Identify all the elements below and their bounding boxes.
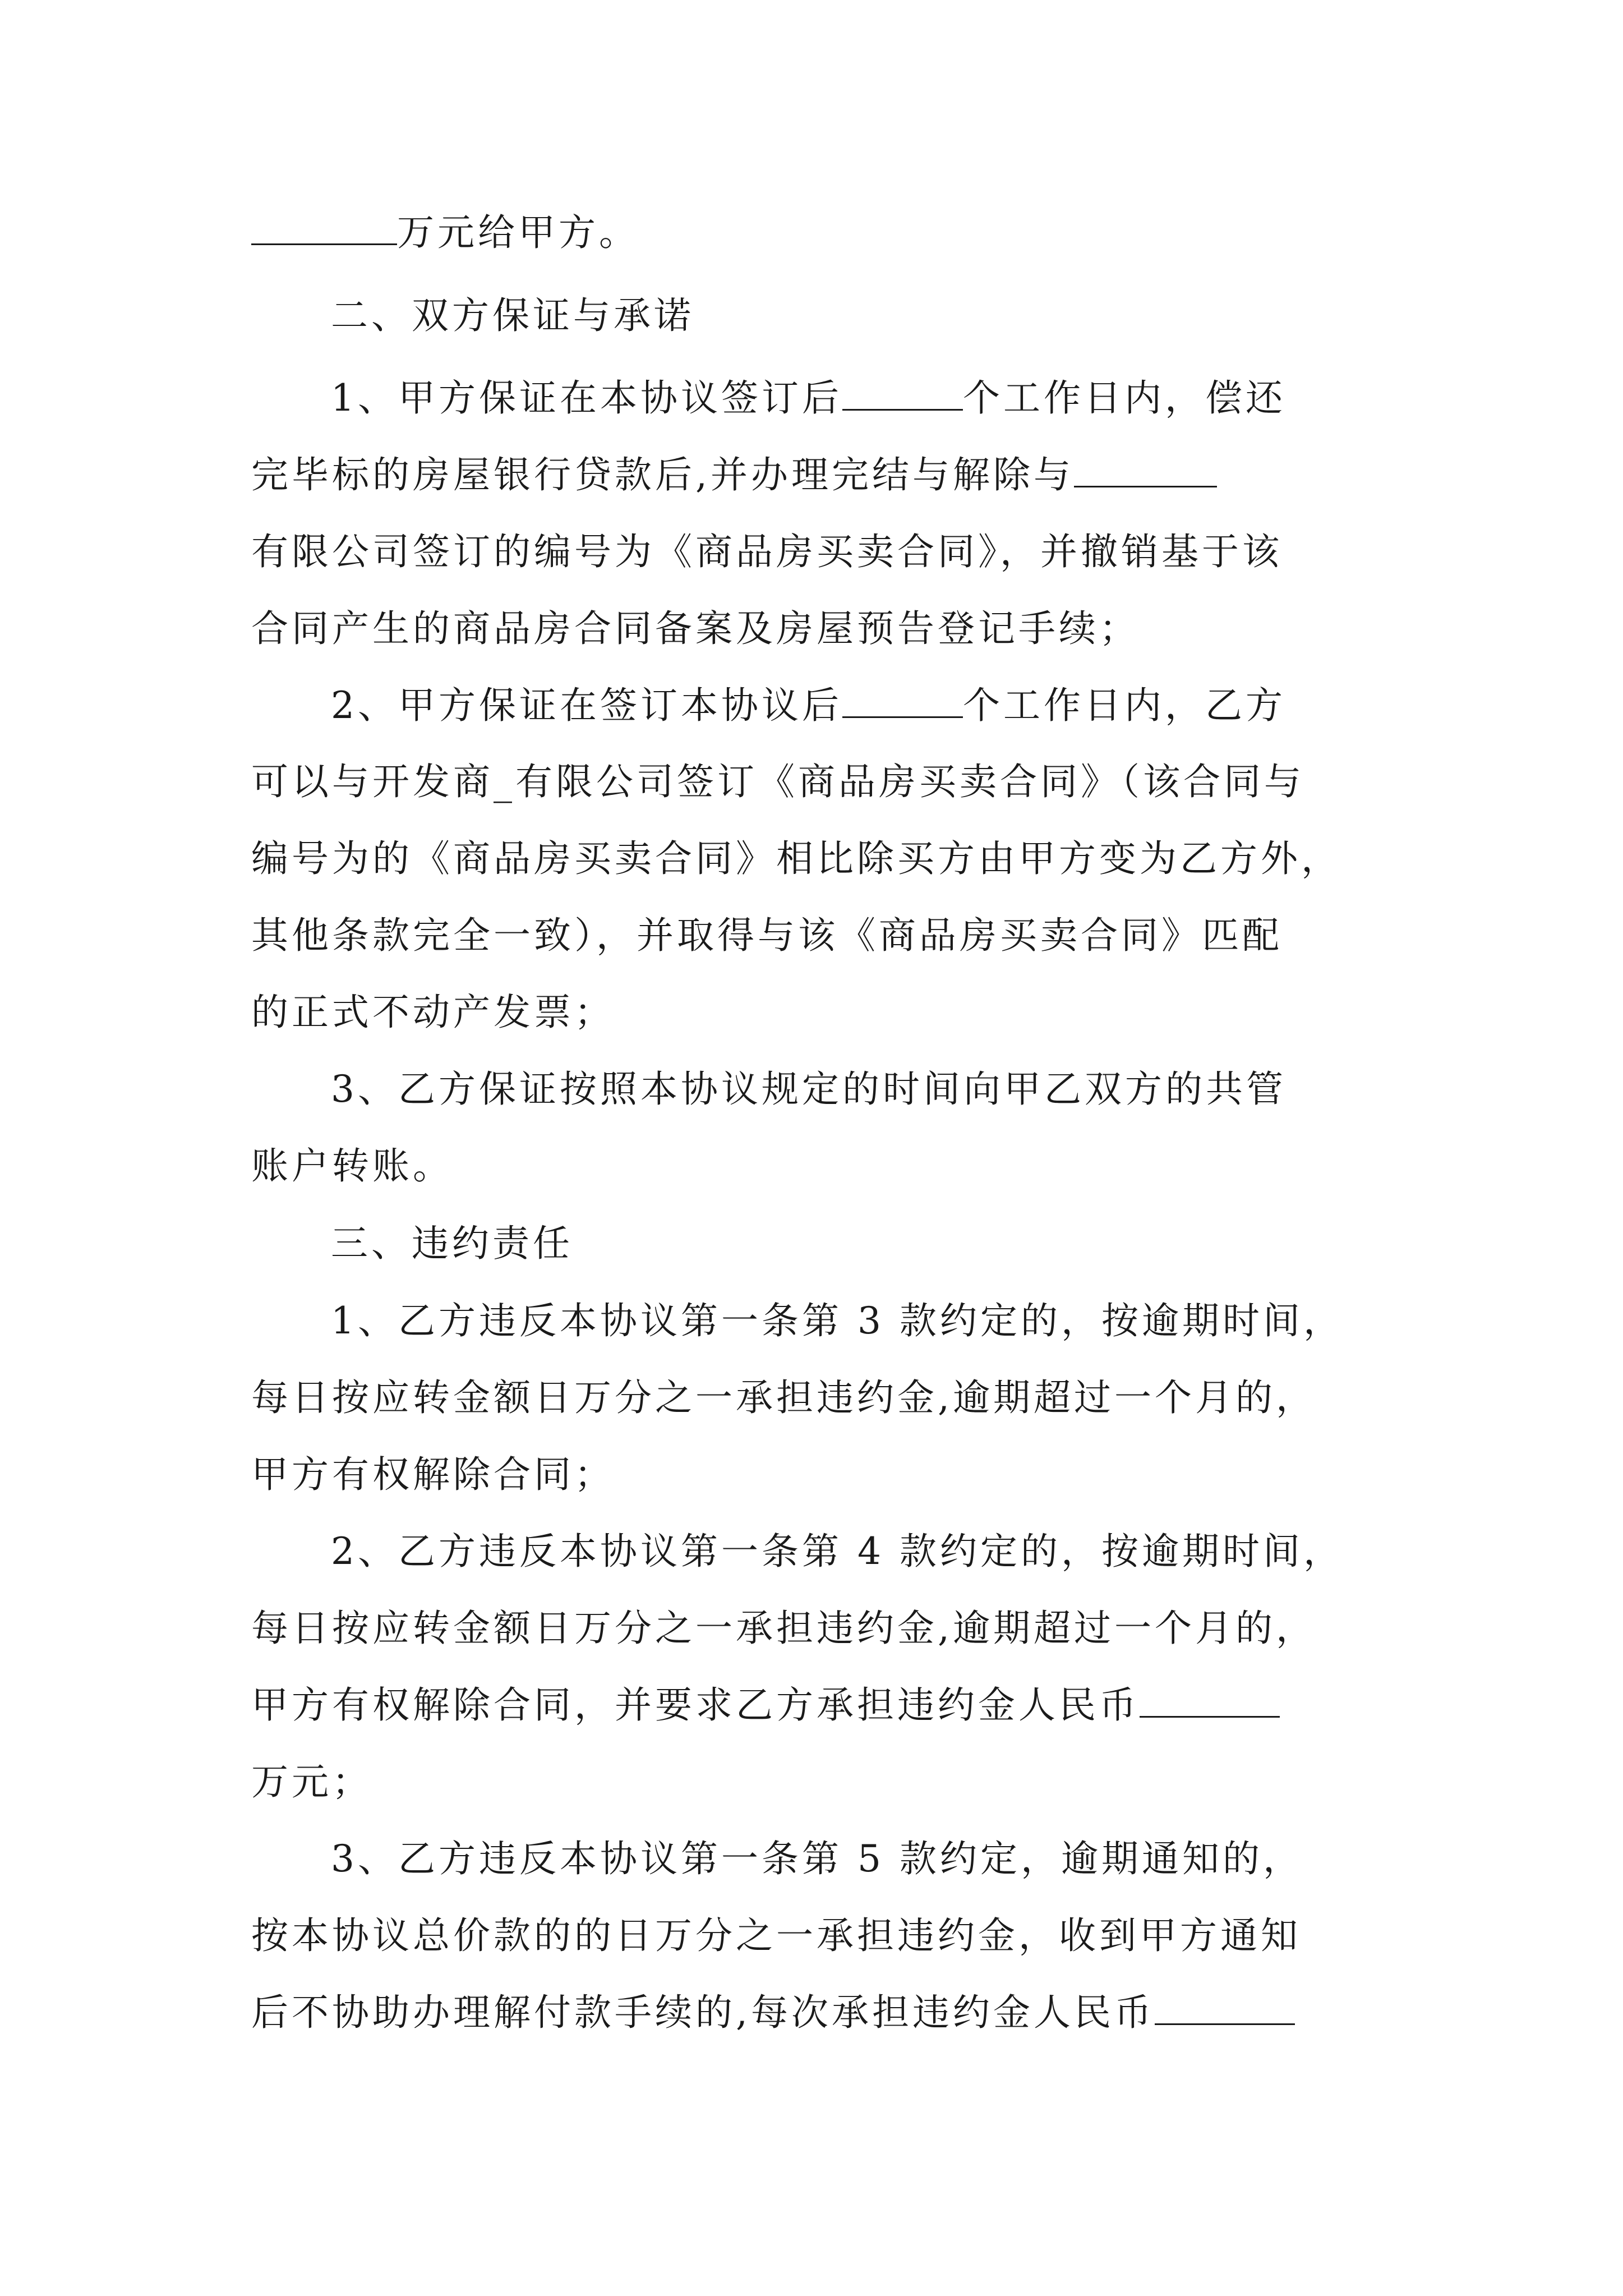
fill-blank [1140, 1685, 1280, 1718]
text-line-23 [251, 1987, 1373, 2038]
text-line-17 [331, 1526, 1453, 1577]
text-segment: 万元给甲方。 [397, 211, 639, 254]
text-line-22 [251, 1911, 1373, 1961]
text-segment: 3、乙方保证按照本协议规定的时间向甲乙双方的共管 [331, 1068, 1287, 1111]
text-line-15 [251, 1373, 1373, 1423]
text-segment: 每日按应转金额日万分之一承担违约金,逾期超过一个月的， [251, 1607, 1316, 1650]
text-segment: 账户转账。 [251, 1144, 453, 1188]
text-line-18 [251, 1603, 1373, 1654]
text-line-10 [251, 910, 1373, 961]
text-segment: 每日按应转金额日万分之一承担违约金,逾期超过一个月的， [251, 1376, 1316, 1419]
text-segment: 2、甲方保证在签订本协议后 [331, 684, 842, 727]
fill-blank [842, 685, 963, 718]
text-line-5 [251, 527, 1373, 577]
text-line-9 [251, 834, 1373, 884]
section-heading-3 [331, 1218, 1453, 1269]
text-segment: 甲方有权解除合同，并要求乙方承担违约金人民币 [251, 1683, 1140, 1727]
text-line-19 [251, 1680, 1373, 1731]
text-line-12 [331, 1064, 1453, 1115]
section-heading-2 [331, 291, 1453, 341]
heading-text: 二、双方保证与承诺 [331, 294, 694, 337]
text-segment: 3、乙方违反本协议第一条第 5 款约定，逾期通知的， [331, 1837, 1303, 1880]
text-segment: 1、甲方保证在本协议签订后 [331, 376, 842, 420]
text-line-6 [251, 604, 1373, 654]
fill-blank [1155, 1992, 1295, 2025]
text-line-1 [251, 208, 1373, 258]
fill-blank [251, 212, 397, 245]
text-segment: 个工作日内，乙方 [963, 684, 1286, 727]
text-line-16 [251, 1450, 1373, 1500]
text-line-21 [331, 1834, 1453, 1884]
text-segment: 万元； [251, 1760, 372, 1803]
text-line-13 [251, 1141, 1373, 1191]
text-segment: 有限公司签订的编号为《商品房买卖合同》，并撤销基于该 [251, 530, 1283, 573]
text-line-20 [251, 1757, 1373, 1807]
text-segment: 其他条款完全一致），并取得与该《商品房买卖合同》匹配 [251, 914, 1283, 957]
fill-blank [1074, 454, 1217, 487]
text-segment: 的正式不动产发票； [251, 991, 615, 1034]
text-line-8 [251, 757, 1373, 807]
text-segment: 个工作日内，偿还 [963, 376, 1286, 420]
text-segment: 合同产生的商品房合同备案及房屋预告登记手续； [251, 607, 1140, 650]
text-segment: 甲方有权解除合同； [251, 1453, 615, 1496]
text-segment: 1、乙方违反本协议第一条第 3 款约定的，按逾期时间， [331, 1299, 1344, 1342]
heading-text: 三、违约责任 [331, 1222, 573, 1265]
text-line-3 [331, 373, 1453, 424]
text-line-7 [331, 680, 1453, 731]
text-segment: 后不协助办理解付款手续的,每次承担违约金人民币 [251, 1991, 1155, 2034]
text-segment: 编号为的《商品房买卖合同》相比除买方由甲方变为乙方外， [251, 837, 1341, 880]
text-segment: 2、乙方违反本协议第一条第 4 款约定的，按逾期时间， [331, 1530, 1344, 1573]
text-segment: 按本协议总价款的的日万分之一承担违约金，收到甲方通知 [251, 1914, 1301, 1957]
text-line-4 [251, 450, 1373, 500]
fill-blank [842, 378, 963, 411]
text-segment: 完毕标的房屋银行贷款后,并办理完结与解除与 [251, 453, 1074, 496]
text-segment: 可以与开发商_有限公司签订《商品房买卖合同》（该合同与 [251, 760, 1304, 803]
text-line-14 [331, 1296, 1453, 1346]
text-line-11 [251, 987, 1373, 1038]
